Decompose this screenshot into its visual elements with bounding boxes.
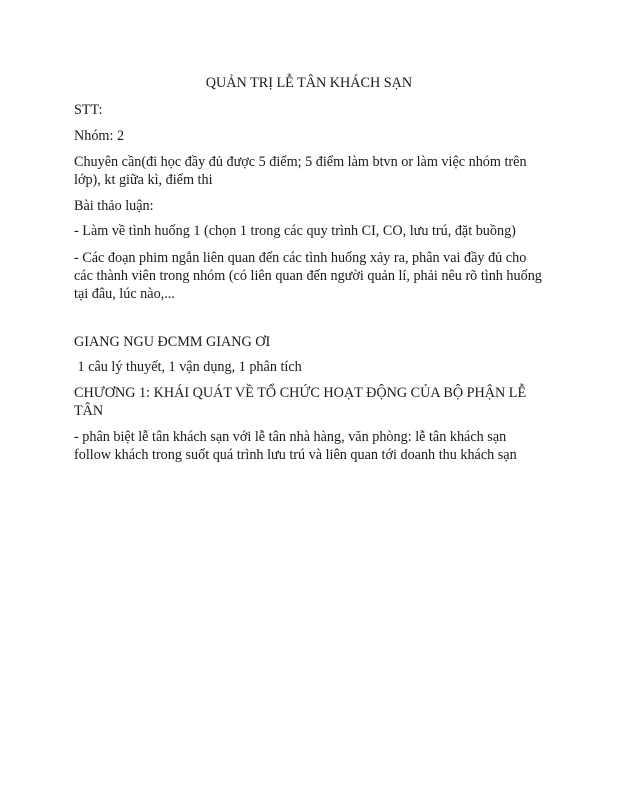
- question-structure-line: 1 câu lý thuyết, 1 vận dụng, 1 phân tích: [74, 359, 302, 375]
- chapter-1-note: - phân biệt lễ tân khách sạn với lễ tân nhà hàng, văn phòng: lễ tân khách sạn follow khách trong suốt quá trình lưu trú và liên quan tới doanh thu khách sạn: [74, 429, 517, 463]
- grading-paragraph: Chuyên cần(đi học đầy đủ được 5 điểm; 5 điểm làm btvn or làm việc nhóm trên lớp), kt giữa kì, điểm thi: [74, 154, 527, 188]
- discussion-item-2: - Các đoạn phim ngắn liên quan đến các tình huống xảy ra, phân vai đầy đủ cho các thành viên trong nhóm (có liên quan đến người quản lí, phải nêu rõ tình huống tại đâu, lúc nào,...: [74, 250, 542, 302]
- discussion-heading: Bài thảo luận:: [74, 198, 154, 214]
- document-title: QUẢN TRỊ LỄ TÂN KHÁCH SẠN: [205, 75, 413, 91]
- stt-line: STT:: [74, 102, 103, 118]
- lecturer-line: GIANG NGU ĐCMM GIANG ƠI: [74, 334, 271, 350]
- group-line: Nhóm: 2: [74, 128, 125, 144]
- discussion-item-1: - Làm về tình huống 1 (chọn 1 trong các quy trình CI, CO, lưu trú, đặt buồng): [74, 223, 516, 239]
- chapter-1-heading: CHƯƠNG 1: KHÁI QUÁT VỀ TỔ CHỨC HOẠT ĐỘNG CỦA BỘ PHẬN LỄ TÂN: [74, 385, 527, 419]
